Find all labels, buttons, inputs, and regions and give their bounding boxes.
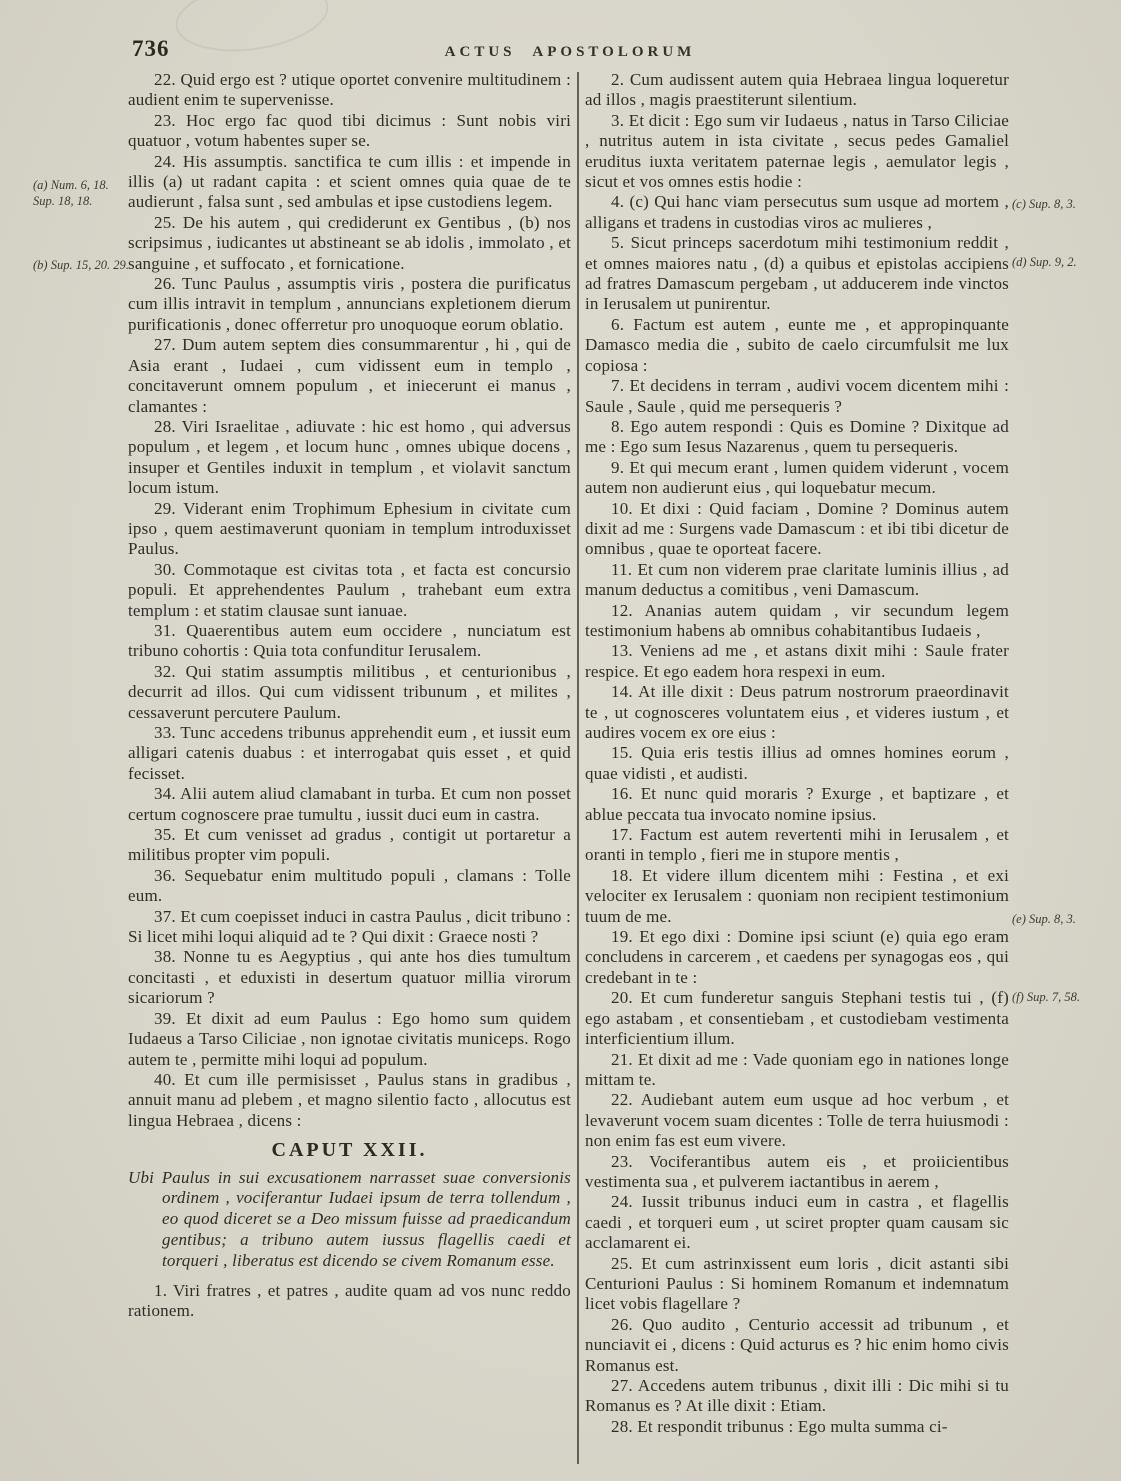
verse-number: 25. bbox=[611, 1253, 633, 1273]
verse-paragraph: 37. Et cum coepisset induci in castra Paulus , dicit tribuno : Si licet mihi loqui aliquid ad te ? Qui dixit : Graece nosti ? bbox=[128, 906, 571, 947]
verse-number: 24. bbox=[611, 1192, 633, 1212]
verse-paragraph: 18. Et videre illum dicentem mihi : Festina , et exi velociter ex Ierusalem : quoniam non recipient testimonium tuum de me. bbox=[585, 865, 1009, 926]
verse-number: 32. bbox=[154, 661, 176, 681]
verse-paragraph: 14. At ille dixit : Deus patrum nostrorum praeordinavit te , ut cognosceres voluntatem eius , et videres iustum , et audires vocem ex ore eius : bbox=[585, 682, 1009, 742]
verse-number: 13. bbox=[611, 641, 633, 661]
left-column-verses bbox=[128, 70, 571, 1131]
verse-number: 37. bbox=[154, 906, 176, 926]
verse-number: 22. bbox=[154, 70, 176, 89]
verse-number: 39. bbox=[154, 1008, 176, 1028]
running-title: ACTUS APOSTOLORUM bbox=[444, 44, 696, 60]
verse-paragraph: 26. Tunc Paulus , assumptis viris , postera die purificatus cum illis intravit in templum , annuncians expletionem dierum purificationis , donec offerretur pro unoquoque eorum oblatio. bbox=[128, 274, 571, 334]
verse-number: 28. bbox=[154, 416, 176, 436]
verse-number: 19. bbox=[611, 927, 633, 947]
verse-number: 11. bbox=[611, 559, 633, 579]
verse-number: 25. bbox=[154, 212, 176, 232]
verse-paragraph: 35. Et cum venisset ad gradus , contigit ut portaretur a militibus propter vim populi. bbox=[128, 825, 571, 865]
verse-paragraph: 9. Et qui mecum erant , lumen quidem viderunt , vocem autem non audierunt eius , qui loquebatur mecum. bbox=[585, 457, 1009, 498]
verse-paragraph: 29. Viderant enim Trophimum Ephesium in civitate cum ipso , quem aestimaverunt quoniam in templum introduxisset Paulus. bbox=[128, 498, 571, 559]
verse-paragraph: 25. De his autem , qui crediderunt ex Gentibus , (b) nos scripsimus , iudicantes ut abstineant se ab idolis , immolato , et sanguine , et suffocato , et fornicatione. bbox=[128, 212, 571, 273]
margin-reference-note: (f) Sup. 7, 58. bbox=[1012, 990, 1081, 1004]
verse-paragraph: 30. Commotaque est civitas tota , et facta est concursio populi. Et apprehendentes Paulum , trahebant eum extra templum : et statim clausae sunt ianuae. bbox=[128, 559, 571, 620]
verse-paragraph: 33. Tunc accedens tribunus apprehendit eum , et iussit eum alligari catenis duabus : et interrogabat quis esset , et quid fecisset. bbox=[128, 723, 571, 783]
verse-number: 40. bbox=[154, 1069, 176, 1089]
verse-number: 5. bbox=[611, 233, 625, 253]
verse-paragraph: 27. Accedens autem tribunus , dixit illi : Dic mihi si tu Romanus es ? At ille dixit : Etiam. bbox=[585, 1376, 1009, 1416]
verse-paragraph: 16. Et nunc quid moraris ? Exurge , et baptizare , et ablue peccata tua invocato nomine ipsius. bbox=[585, 784, 1009, 824]
verse-paragraph: 22. Quid ergo est ? utique oportet convenire multitudinem : audient enim te supervenisse. bbox=[128, 70, 571, 110]
verse-number: 33. bbox=[154, 723, 176, 742]
margin-reference-note: (d) Sup. 9, 2. bbox=[1012, 255, 1077, 269]
verse-paragraph: 2. Cum audissent autem quia Hebraea lingua loqueretur ad illos , magis praestiterunt silentium. bbox=[585, 70, 1009, 110]
verse-number: 30. bbox=[154, 559, 176, 579]
verse-number: 34. bbox=[154, 784, 176, 804]
verse-paragraph: 7. Et decidens in terram , audivi vocem dicentem mihi : Saule , Saule , quid me persequeris ? bbox=[585, 376, 1009, 416]
verse-number: 1. bbox=[154, 1280, 168, 1300]
verse-paragraph: 24. Iussit tribunus induci eum in castra , et flagellis caedi , et torqueri eum , ut sciret propter quam causam sic acclamarent ei. bbox=[585, 1192, 1009, 1253]
verse-paragraph: 40. Et cum ille permisisset , Paulus stans in gradibus , annuit manu ad plebem , et magno silentio facto , allocutus est lingua Hebraea , dicens : bbox=[128, 1069, 571, 1130]
margin-reference-note: (a) Num. 6, 18. Sup. 18, 18. bbox=[33, 178, 109, 208]
margin-reference-note: (b) Sup. 15, 20. 29. bbox=[33, 258, 129, 272]
verse-paragraph: 28. Et respondit tribunus : Ego multa summa ci- bbox=[611, 1416, 948, 1436]
verse-number: 7. bbox=[611, 376, 625, 396]
verse-number: 29. bbox=[154, 498, 176, 518]
verse-paragraph: 31. Quaerentibus autem eum occidere , nunciatum est tribuno cohortis : Quia tota confunditur Ierusalem. bbox=[128, 620, 571, 661]
verse-number: 27. bbox=[611, 1376, 633, 1395]
verse-paragraph: 11. Et cum non viderem prae claritate luminis illius , ad manum deductus a comitibus , veni Damascum. bbox=[585, 559, 1009, 600]
margin-reference-note: (c) Sup. 8, 3. bbox=[1012, 197, 1076, 211]
right-text-column bbox=[585, 70, 1009, 1437]
verse-number: 6. bbox=[611, 314, 625, 334]
verse-number: 14. bbox=[611, 682, 633, 702]
verse-paragraph: 1. Viri fratres , et patres , audite quam ad vos nunc reddo rationem. bbox=[128, 1280, 571, 1320]
margin-reference-note: (e) Sup. 8, 3. bbox=[1012, 912, 1076, 926]
chapter-heading: CAPUT XXII. bbox=[271, 1139, 428, 1162]
verse-number: 23. bbox=[154, 110, 176, 130]
verse-paragraph: 19. Et ego dixi : Domine ipsi sciunt (e) quia ego eram concludens in carcerem , et caedens per synagogas eos , qui credebant in te : bbox=[585, 927, 1009, 987]
verse-number: 8. bbox=[611, 416, 625, 436]
verse-number: 12. bbox=[611, 600, 633, 620]
verse-paragraph: 12. Ananias autem quidam , vir secundum legem testimonium habens ab omnibus cohabitantibus Iudaeis , bbox=[585, 600, 1009, 640]
verse-number: 20. bbox=[611, 988, 633, 1008]
verse-paragraph: 15. Quia eris testis illius ad omnes homines eorum , quae vidisti , et audisti. bbox=[585, 743, 1009, 783]
verse-number: 38. bbox=[154, 947, 176, 967]
verse-number: 36. bbox=[154, 865, 176, 885]
chapter22-opening-verses bbox=[128, 1281, 571, 1322]
verse-number: 31. bbox=[154, 620, 176, 640]
verse-paragraph: 5. Sicut princeps sacerdotum mihi testimonium reddit , et omnes maiores natu , (d) a quibus et epistolas accipiens ad fratres Damascum pergebam , ut adducerem inde vinctos in Ierusalem ut punirentur. bbox=[585, 233, 1009, 314]
verse-number: 18. bbox=[611, 865, 633, 885]
verse-paragraph: 3. Et dicit : Ego sum vir Iudaeus , natus in Tarso Ciliciae , nutritus autem in ista civitate , secus pedes Gamaliel eruditus iuxta veritatem paternae legis , aemulator legis , sicut et vos omnes estis hodie : bbox=[585, 110, 1009, 192]
verse-number: 27. bbox=[154, 335, 176, 355]
verse-paragraph: 27. Dum autem septem dies consummarentur , hi , qui de Asia erant , Iudaei , cum vidissent eum in templo , concitaverunt omnem populum , et iniecerunt ei manus , clamantes : bbox=[128, 335, 571, 416]
verse-number: 28. bbox=[611, 1416, 633, 1436]
verse-paragraph: 28. Viri Israelitae , adiuvate : hic est homo , qui adversus populum , et legem , et locum hunc , omnes ubique docens , insuper et Gentiles induxit in templum , et violavit sanctum locum istum. bbox=[128, 416, 571, 498]
verse-paragraph: 10. Et dixi : Quid faciam , Domine ? Dominus autem dixit ad me : Surgens vade Damascum : et ibi tibi dicetur de omnibus , quae te oporteat facere. bbox=[585, 498, 1009, 559]
verse-number: 17. bbox=[611, 825, 633, 845]
verse-paragraph: 24. His assumptis. sanctifica te cum illis : et impende in illis (a) ut radant capita : et scient omnes quia quae de te audierunt , falsa sunt , sed ambulas et ipse custodiens legem. bbox=[128, 151, 571, 212]
verse-paragraph: 32. Qui statim assumptis militibus , et centurionibus , decurrit ad illos. Qui cum vidissent tribunum , et milites , cessaverunt percutere Paulum. bbox=[128, 661, 571, 722]
verse-paragraph: 8. Ego autem respondi : Quis es Domine ? Dixitque ad me : Ego sum Iesus Nazarenus , quem tu persequeris. bbox=[585, 416, 1009, 457]
verse-paragraph: 34. Alii autem aliud clamabant in turba. Et cum non posset certum cognoscere prae tumultu , iussit duci eum in castra. bbox=[128, 784, 571, 824]
verse-number: 26. bbox=[154, 274, 176, 294]
verse-paragraph: 23. Vociferantibus autem eis , et proiicientibus vestimenta sua , et pulverem iactantibus in aerem , bbox=[585, 1151, 1009, 1191]
page-number: 736 bbox=[132, 36, 170, 61]
verse-paragraph: 13. Veniens ad me , et astans dixit mihi : Saule frater respice. Et ego eadem hora respexi in eum. bbox=[585, 641, 1009, 681]
verse-number: 22. bbox=[611, 1090, 633, 1110]
verse-paragraph: 20. Et cum funderetur sanguis Stephani testis tui , (f) ego astabam , et consentiebam , et custodiebam vestimenta interficientium illum. bbox=[585, 988, 1009, 1049]
right-column-verses bbox=[585, 70, 1009, 1437]
verse-paragraph: 23. Hoc ergo fac quod tibi dicimus : Sunt nobis viri quatuor , votum habentes super se. bbox=[128, 110, 571, 151]
verse-paragraph: 25. Et cum astrinxissent eum loris , dicit astanti sibi Centurioni Paulus : Si hominem Romanum et indemnatum licet vobis flagellare ? bbox=[585, 1253, 1009, 1314]
verse-number: 3. bbox=[611, 110, 625, 130]
verse-paragraph: 26. Quo audito , Centurio accessit ad tribunum , et nunciavit ei , dicens : Quid acturus es ? hic enim homo civis Romanus est. bbox=[585, 1314, 1009, 1375]
verse-paragraph: 22. Audiebant autem eum usque ad hoc verbum , et levaverunt vocem suam dicentes : Tolle de terra huiusmodi : non enim fas est eum vivere. bbox=[585, 1090, 1009, 1151]
verse-number: 23. bbox=[611, 1151, 633, 1171]
verse-number: 2. bbox=[611, 70, 625, 89]
verse-paragraph: 36. Sequebatur enim multitudo populi , clamans : Tolle eum. bbox=[128, 865, 571, 906]
verse-paragraph: 4. (c) Qui hanc viam persecutus sum usque ad mortem , alligans et tradens in custodias viros ac mulieres , bbox=[585, 192, 1009, 232]
verse-paragraph: 6. Factum est autem , eunte me , et appropinquante Damasco media die , subito de caelo circumfulsit me lux copiosa : bbox=[585, 314, 1009, 375]
column-divider-rule bbox=[577, 72, 579, 1464]
verse-number: 24. bbox=[154, 151, 176, 171]
verse-number: 35. bbox=[154, 825, 176, 845]
verse-paragraph: 17. Factum est autem revertenti mihi in Ierusalem , et oranti in templo , fieri me in stupore mentis , bbox=[585, 825, 1009, 865]
verse-number: 16. bbox=[611, 784, 633, 804]
chapter-summary: Ubi Paulus in sui excusationem narrasset suae conversionis ordinem , vociferantur Iudaei ipsum de terra tollendum , eo quod diceret se a Deo missum fuisse ad praedicandum gentibus; a tribuno autem iussus flagellis caedi et torqueri , liberatus est dicendo se civem Romanum esse. bbox=[128, 1167, 571, 1270]
verse-paragraph: 21. Et dixit ad me : Vade quoniam ego in nationes longe mittam te. bbox=[585, 1049, 1009, 1089]
verse-number: 10. bbox=[611, 498, 633, 518]
verse-number: 15. bbox=[611, 743, 633, 763]
verse-number: 9. bbox=[611, 457, 625, 477]
verse-paragraph: 39. Et dixit ad eum Paulus : Ego homo sum quidem Iudaeus a Tarso Ciliciae , non ignotae civitatis municeps. Rogo autem te , permitte mihi loqui ad populum. bbox=[128, 1008, 571, 1069]
left-text-column bbox=[128, 70, 571, 1321]
verse-number: 21. bbox=[611, 1049, 633, 1069]
verse-number: 26. bbox=[611, 1314, 633, 1334]
verse-number: 4. bbox=[611, 192, 625, 212]
verse-paragraph: 38. Nonne tu es Aegyptius , qui ante hos dies tumultum concitasti , et eduxisti in desertum quatuor millia virorum sicariorum ? bbox=[128, 947, 571, 1008]
